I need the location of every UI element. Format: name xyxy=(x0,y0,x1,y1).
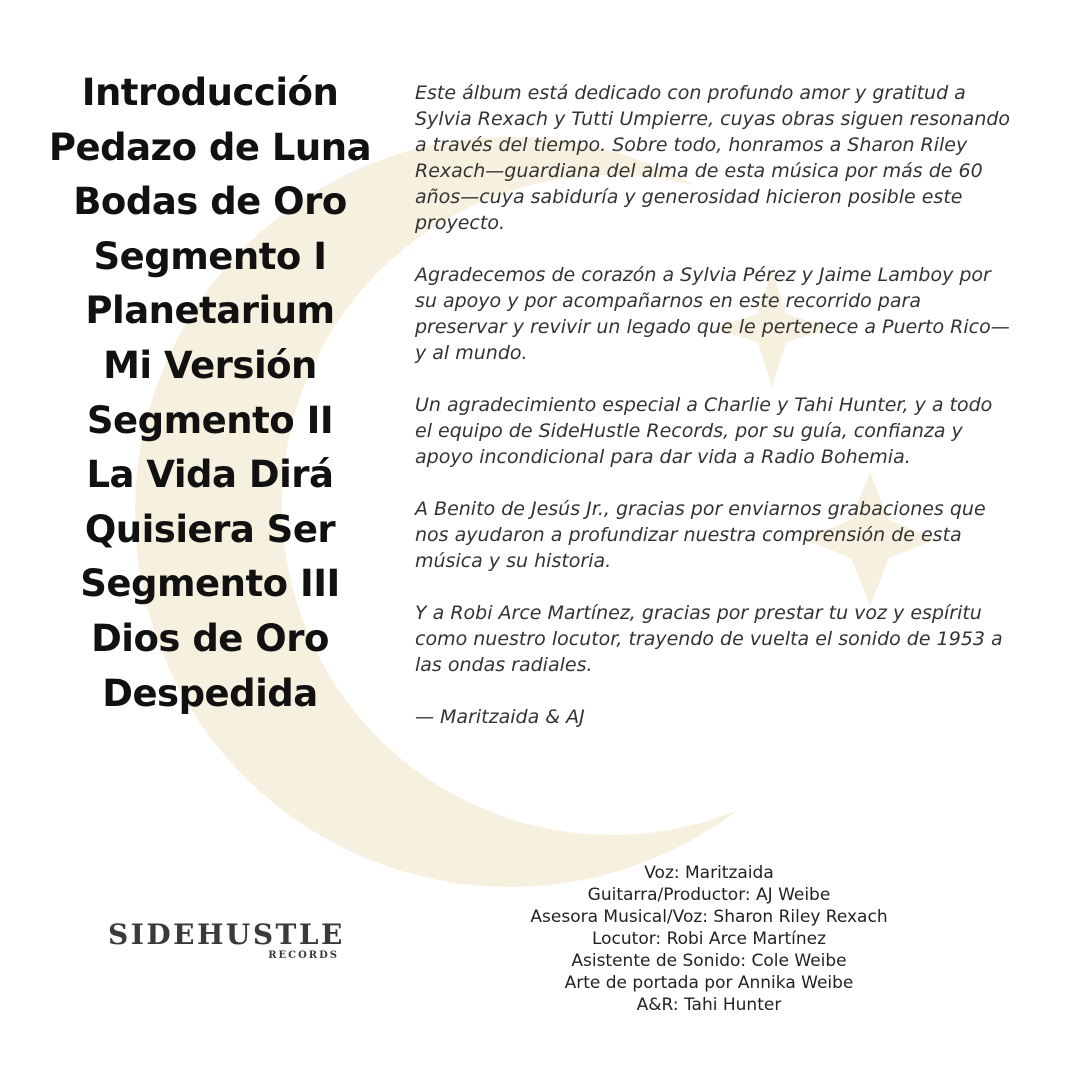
credit-line: Arte de portada por Annika Weibe xyxy=(564,973,854,993)
dedication-signature: — Maritzaida & AJ xyxy=(415,706,585,728)
track-title: Mi Versión xyxy=(103,343,317,387)
track-title: Dios de Oro xyxy=(91,616,329,660)
logo-wordmark: SIDEHUSTLE xyxy=(108,918,345,951)
track-title: Segmento II xyxy=(86,398,334,442)
track-title: Planetarium xyxy=(85,289,335,333)
dedication-paragraph: Y a Robi Arce Martínez, gracias por prestar tu voz y espíritu como nuestro locutor, trayendo de vuelta el sonido de 1953 a las ondas radiales. xyxy=(415,602,1003,676)
track-title: Pedazo de Luna xyxy=(48,125,372,169)
tracklist xyxy=(40,66,380,721)
sidehustle-records-logo xyxy=(108,918,343,968)
dedication-paragraph: Agradecemos de corazón a Sylvia Pérez y Jaime Lamboy por su apoyo y por acompañarnos en este recorrido para preservar y revivir un legado que le pertenece a Puerto Rico—y al mundo. xyxy=(415,264,1010,364)
track-title: Despedida xyxy=(102,671,318,715)
logo-subtitle: RECORDS xyxy=(268,950,339,961)
credit-line: Locutor: Robi Arce Martínez xyxy=(591,929,827,949)
dedication-text xyxy=(415,80,1015,730)
credit-line: Asistente de Sonido: Cole Weibe xyxy=(571,951,847,971)
track-title: Segmento I xyxy=(93,234,327,278)
dedication-paragraph: A Benito de Jesús Jr., gracias por enviarnos grabaciones que nos ayudaron a profundizar nuestra comprensión de esta música y su historia. xyxy=(415,498,986,572)
credit-line: Voz: Maritzaida xyxy=(644,863,774,883)
track-title: La Vida Dirá xyxy=(86,453,334,497)
track-title: Introducción xyxy=(81,71,339,114)
track-title: Bodas de Oro xyxy=(73,180,347,224)
credit-line: Asesora Musical/Voz: Sharon Riley Rexach xyxy=(530,907,888,927)
dedication-paragraph: Un agradecimiento especial a Charlie y Tahi Hunter, y a todo el equipo de SideHustle Records, por su guía, confianza y apoyo incondicional para dar vida a Radio Bohemia. xyxy=(415,394,993,468)
track-title: Segmento III xyxy=(80,562,340,606)
track-title: Quisiera Ser xyxy=(84,507,336,551)
credit-line: A&R: Tahi Hunter xyxy=(636,995,782,1015)
credit-line: Guitarra/Productor: AJ Weibe xyxy=(587,885,831,905)
dedication-paragraph: Este álbum está dedicado con profundo amor y gratitud a Sylvia Rexach y Tutti Umpierre, cuyas obras siguen resonando a través del tiempo. Sobre todo, honramos a Sharon Riley Rexach—guardiana del alma de esta música por más de 60 años—cuya sabiduría y generosidad hicieron posible este proyecto. xyxy=(415,82,1011,234)
credits-list xyxy=(500,862,918,1016)
